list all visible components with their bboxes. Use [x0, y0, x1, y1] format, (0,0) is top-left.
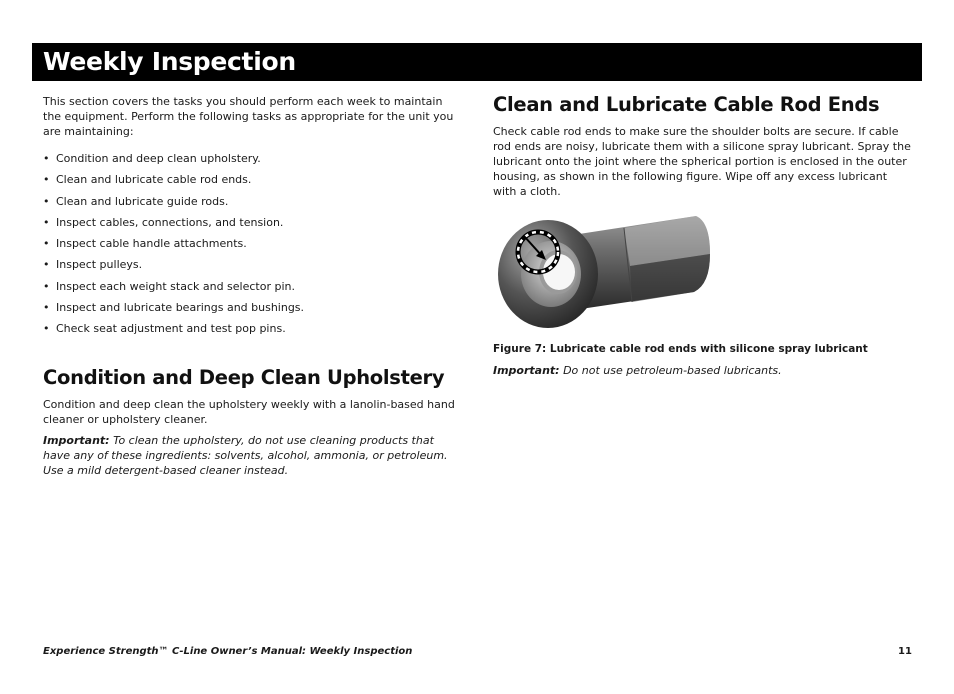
rod-ends-important-note	[493, 363, 913, 378]
list-item: • Inspect pulleys.	[43, 257, 463, 278]
upholstery-important-note	[43, 433, 463, 478]
important-label: Important:	[493, 364, 560, 377]
task-list	[43, 151, 463, 343]
list-item: • Inspect cable handle attachments.	[43, 236, 463, 257]
important-label: Important:	[43, 433, 110, 447]
intro-paragraph: This section covers the tasks you should perform each week to maintain the equipment. Perform the following tasks as appropriate for the unit you are maintaining:	[43, 95, 454, 138]
list-item: • Condition and deep clean upholstery.	[43, 151, 463, 172]
left-column	[43, 94, 463, 478]
list-item: • Check seat adjustment and test pop pins.	[43, 321, 463, 342]
title-bar	[32, 43, 922, 81]
list-item: • Inspect and lubricate bearings and bushings.	[43, 300, 463, 321]
list-item: • Clean and lubricate cable rod ends.	[43, 172, 463, 193]
figure-caption: Figure 7: Lubricate cable rod ends with silicone spray lubricant	[493, 343, 868, 355]
footer-manual-title: Experience Strength™ C-Line Owner’s Manual: Weekly Inspection	[43, 646, 413, 657]
list-item: • Inspect each weight stack and selector pin.	[43, 279, 463, 300]
upholstery-body: Condition and deep clean the upholstery weekly with a lanolin-based hand cleaner or upholstery cleaner.	[43, 397, 455, 426]
rod-ends-body: Check cable rod ends to make sure the shoulder bolts are secure. If cable rod ends are noisy, lubricate them with a silicone spray lubricant. Spray the lubricant onto the joint where the spherical portion is enclosed in the outer housing, as shown in the following figure. Wipe off any excess lubricant with a cloth.	[493, 125, 911, 198]
cable-rod-end-image	[496, 214, 716, 330]
rod-ends-heading: Clean and Lubricate Cable Rod Ends	[493, 93, 880, 116]
page-title: Weekly Inspection	[43, 47, 296, 76]
important-text: Do not use petroleum-based lubricants.	[559, 364, 782, 377]
rod-end-figure	[496, 214, 716, 330]
page-number: 11	[898, 646, 912, 657]
important-text: To clean the upholstery, do not use cleaning products that have any of these ingredients: solvents, alcohol, ammonia, or petroleum. Use a mild detergent-based cleaner instead.	[43, 433, 448, 477]
list-item: • Clean and lubricate guide rods.	[43, 194, 463, 215]
upholstery-heading: Condition and Deep Clean Upholstery	[43, 365, 445, 389]
list-item: • Inspect cables, connections, and tension.	[43, 215, 463, 236]
